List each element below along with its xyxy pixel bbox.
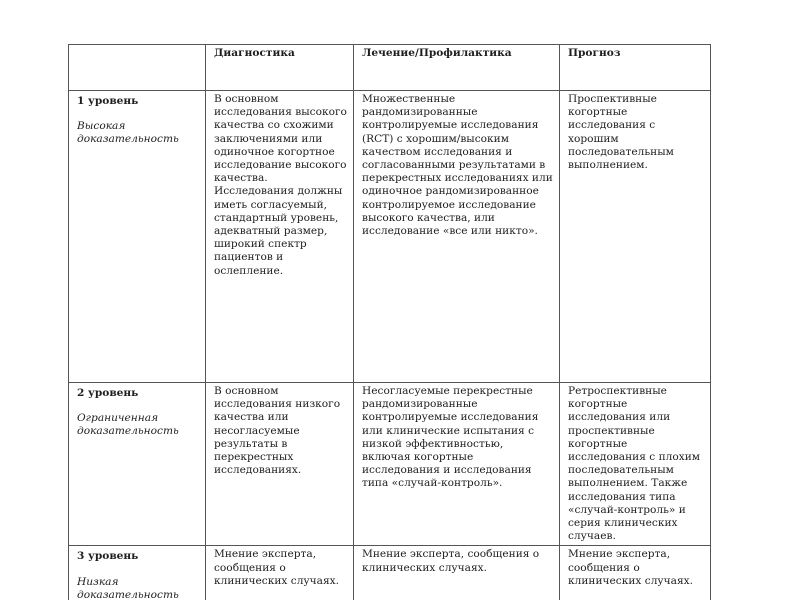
diagnostics-text: В основном исследования низкого качества или несогласуемые результаты в перекрестных исследованиях. [214,385,341,477]
header-cell-empty [69,45,206,91]
header-cell-treatment: Лечение/Профилактика [354,45,560,91]
table-header-row [69,45,711,91]
diagnostics-text: Мнение эксперта, сообщения о клинических случаях. [214,548,340,587]
diagnostics-cell [206,91,354,383]
prognosis-text: Мнение эксперта, сообщения о клинических случаях. [568,548,694,587]
header-cell-prognosis: Прогноз [560,45,711,91]
treatment-text: Несогласуемые перекрестные рандомизированные контролируемые исследования или клинические испытания с низкой эффективностью, включая когортные исследования и исследования типа «случай-контроль». [362,385,539,490]
diagnostics-cell [206,383,354,546]
level-description: Низкая доказательность [77,575,179,600]
diagnostics-cell [206,546,354,600]
prognosis-cell [560,546,711,600]
level-cell [69,91,206,383]
table-row [69,383,711,546]
prognosis-cell [560,91,711,383]
level-title: 3 уровень [77,550,139,563]
treatment-text: Множественные рандомизированные контролируемые исследования (RCT) с хорошим/высоким качеством исследования и согласованными результатами в перекрестных исследованиях или одиночное рандомизированное контролируемое исследование высокого качества, или исследование «все или никто». [362,93,553,238]
prognosis-cell [560,383,711,546]
level-title: 1 уровень [77,95,139,107]
treatment-cell [354,383,560,546]
prognosis-text: Ретроспективные когортные исследования или проспективные когортные исследования с плохим последовательным выполнением. Также исследования типа «случай-контроль» и серия клинических случаев. [568,385,701,543]
level-cell [69,383,206,546]
evidence-levels-table [68,44,711,600]
table-row [69,546,711,600]
level-description: Ограниченная доказательность [77,412,179,438]
treatment-text: Мнение эксперта, сообщения о клинических случаях. [362,548,540,574]
header-cell-diagnostics: Диагностика [206,45,354,91]
level-title: 2 уровень [77,387,139,399]
table-row [69,91,711,383]
treatment-cell [354,546,560,600]
prognosis-text: Проспективные когортные исследования с хорошим последовательным выполнением. [568,93,674,172]
treatment-cell [354,91,560,383]
level-description: Высокая доказательность [77,120,179,146]
diagnostics-text: В основном исследования высокого качества со схожими заключениями или одиночное когортное исследование высокого качества. Исследования должны иметь согласуемый, стандартный уровень, адекватный размер, широкий спектр пациентов и ослепление. [214,93,347,277]
level-cell [69,546,206,600]
